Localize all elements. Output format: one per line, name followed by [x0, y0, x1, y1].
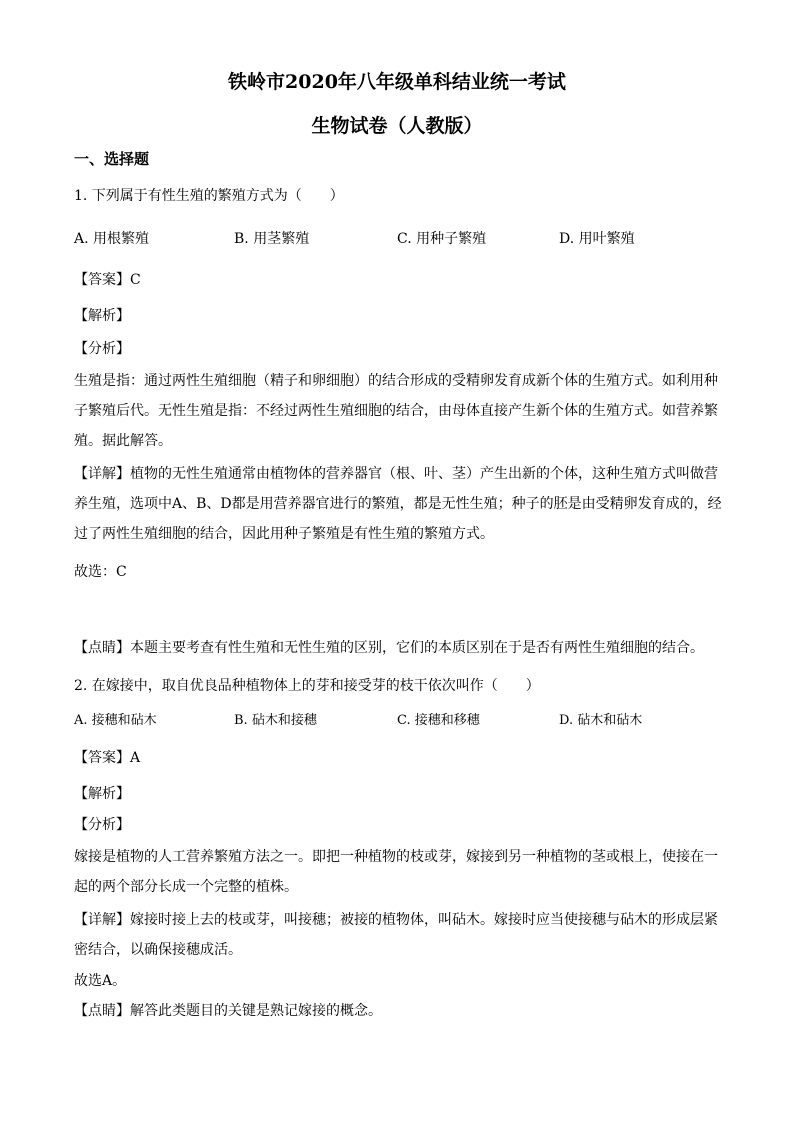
question-2-detail-line: 密结合，以确保接穗成活。: [74, 942, 242, 958]
question-1-fenxi-tag: 【分析】: [74, 341, 130, 357]
question-2-option-c: C. 接穗和移穗: [397, 713, 480, 728]
question-1-detail-line: 养生殖，选项中A、B、D都是用营养器官进行的繁殖，都是无性生殖；种子的胚是由受精卵发育成的，经: [74, 496, 722, 512]
answer-tag: 【答案】: [74, 750, 130, 766]
question-2-option-b: B. 砧木和接穗: [234, 713, 317, 728]
document-subtitle: 生物试卷（人教版）: [311, 115, 483, 137]
comment-text: 本题主要考查有性生殖和无性生殖的区别，它们的本质区别在于是否有两性生殖细胞的结合。: [130, 640, 704, 656]
detail-text: 嫁接时接上去的枝或芽，叫接穗；被接的植物体，叫砧木。嫁接时应当使接穗与砧木的形成层紧: [130, 912, 718, 928]
question-2-fenxi-tag: 【分析】: [74, 817, 130, 833]
question-2-fenxi-line: 起的两个部分长成一个完整的植株。: [74, 879, 298, 895]
question-2-fenxi-line: 嫁接是植物的人工营养繁殖方法之一。即把一种植物的枝或芽，嫁接到另一种植物的茎或根上，使接在一: [74, 849, 718, 865]
comment-tag: 【点睛】: [74, 640, 130, 656]
question-1-option-d: D. 用叶繁殖: [559, 231, 635, 247]
detail-tag: 【详解】: [74, 912, 130, 928]
question-1-option-a: A. 用根繁殖: [74, 231, 150, 247]
question-1-answer: [74, 270, 141, 290]
question-2-conclusion: 故选A。: [74, 973, 127, 989]
question-1-fenxi-line: 子繁殖后代。无性生殖是指：不经过两性生殖细胞的结合，由母体直接产生新个体的生殖方式。如营养繁: [74, 403, 718, 419]
question-1-comment: [74, 638, 704, 658]
comment-text: 解答此类题目的关键是熟记嫁接的概念。: [130, 1003, 382, 1019]
question-2-answer: [74, 748, 140, 768]
document-title: 铁岭市2020年八年级单科结业统一考试: [228, 71, 566, 93]
question-1-stem: 1. 下列属于有性生殖的繁殖方式为（ ）: [74, 188, 344, 204]
comment-tag: 【点睛】: [74, 1003, 130, 1019]
question-1-analysis-tag: 【解析】: [74, 308, 130, 324]
answer-tag: 【答案】: [74, 272, 130, 288]
question-2-comment: [74, 1001, 382, 1021]
question-2-stem: 2. 在嫁接中，取自优良品种植物体上的芽和接受芽的枝干依次叫作（ ）: [74, 678, 540, 694]
question-2-option-d: D. 砧木和砧木: [559, 713, 643, 728]
question-1-fenxi-line: 生殖是指：通过两性生殖细胞（精子和卵细胞）的结合形成的受精卵发育成新个体的生殖方式。如利用种: [74, 373, 718, 389]
question-1-detail-line: [74, 464, 718, 484]
question-1-conclusion: 故选：C: [74, 564, 127, 580]
detail-tag: 【详解】: [74, 466, 130, 482]
question-2-analysis-tag: 【解析】: [74, 786, 130, 802]
section-heading: 一、选择题: [74, 150, 150, 168]
question-2-detail-line: [74, 910, 718, 930]
detail-text: 植物的无性生殖通常由植物体的营养器官（根、叶、茎）产生出新的个体，这种生殖方式叫做营: [130, 466, 718, 482]
question-1-detail-line: 过了两性生殖细胞的结合，因此用种子繁殖是有性生殖的繁殖方式。: [74, 526, 494, 542]
question-2-option-a: A. 接穗和砧木: [74, 713, 157, 728]
question-1-option-c: C. 用种子繁殖: [397, 231, 487, 247]
question-1-fenxi-line: 殖。据此解答。: [74, 433, 172, 449]
answer-value: C: [130, 272, 141, 288]
answer-value: A: [130, 750, 141, 766]
question-1-option-b: B. 用茎繁殖: [234, 231, 310, 247]
